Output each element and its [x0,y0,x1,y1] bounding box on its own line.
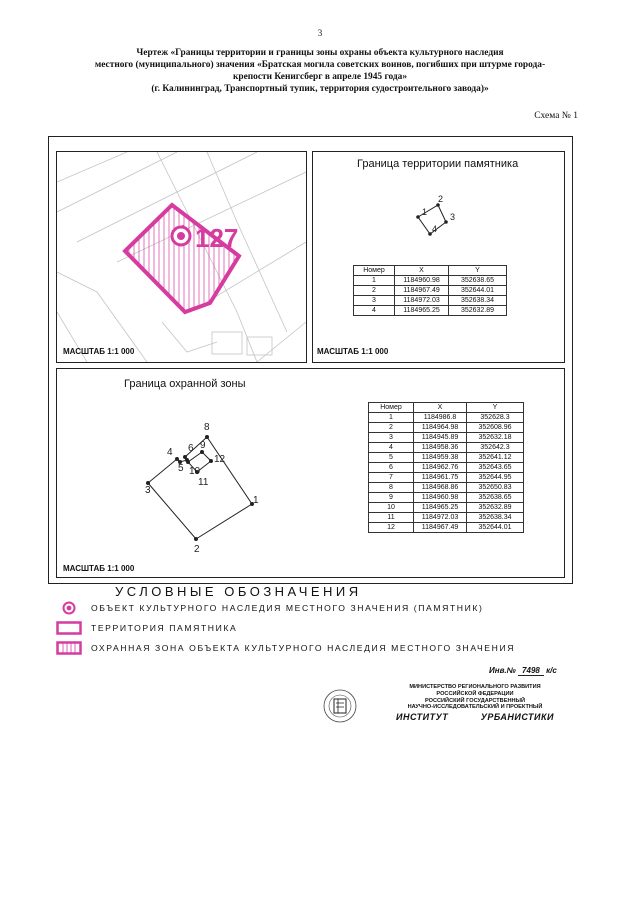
table-row [369,443,524,453]
cell: 1184967.49 [395,286,449,296]
table-row [369,523,524,533]
cell: 1184964.98 [414,423,467,433]
map-panel [56,151,307,363]
zone-legend-icon [56,641,82,655]
cell: 10 [369,503,414,513]
cell: 1184959.38 [414,453,467,463]
territory-panel [312,151,565,363]
cell: 3 [354,296,395,306]
cell: 3 [369,433,414,443]
title-line: крепости Кенигсберг в апреле 1945 года» [232,72,408,82]
table-row [369,493,524,503]
point-label: 4 [432,224,438,234]
cell: 5 [369,453,414,463]
territory-scale: МАСШТАБ 1:1 000 [317,347,389,356]
territory-title: Граница территории памятника [357,158,519,170]
point-label: 1 [253,495,259,506]
cell: 11 [369,513,414,523]
inventory-suffix: к/с [546,666,557,675]
table-row [369,413,524,423]
column-header: X [414,403,467,413]
cell: 352628.3 [467,413,524,423]
point-label: 12 [214,454,226,465]
cell: 1184967.49 [414,523,467,533]
cell: 1 [354,276,395,286]
institute-emblem-icon [312,686,368,726]
point-label: 6 [188,443,194,454]
cell: 2 [369,423,414,433]
point-label: 2 [438,194,444,204]
institute-line: РОССИЙСКИЙ ГОСУДАРСТВЕННЫЙ [424,697,526,704]
institute-line: МИНИСТЕРСТВО РЕГИОНАЛЬНОГО РАЗВИТИЯ [409,684,541,690]
table-row [354,296,507,306]
inventory-value: 7498 [518,666,544,676]
cell: 1184986.8 [414,413,467,423]
point-label: 8 [204,422,210,433]
point-label: 4 [167,447,173,458]
title-line: местного (муниципального) значения «Братская могила советских воинов, погибших при штурме города- [94,60,546,70]
legend-heading: УСЛОВНЫЕ ОБОЗНАЧЕНИЯ [115,584,362,599]
legend-label: ОХРАННАЯ ЗОНА ОБЪЕКТА КУЛЬТУРНОГО НАСЛЕДИЯ МЕСТНОГО ЗНАЧЕНИЯ [91,643,516,653]
zone-scale: МАСШТАБ 1:1 000 [63,564,135,573]
territory-legend-icon [56,621,82,635]
legend-label: ОБЪЕКТ КУЛЬТУРНОГО НАСЛЕДИЯ МЕСТНОГО ЗНАЧЕНИЯ (ПАМЯТНИК) [91,603,484,613]
cell: 2 [354,286,395,296]
table-row [369,453,524,463]
cell: 1184945.89 [414,433,467,443]
cell: 1184958.36 [414,443,467,453]
cell: 352643.65 [467,463,524,473]
page-number: 3 [317,28,323,38]
cell: 352641.12 [467,453,524,463]
table-row [354,286,507,296]
cell: 352638.34 [467,513,524,523]
document-title [30,47,610,95]
cell: 352644.01 [467,523,524,533]
institute-name [380,714,570,721]
cell: 352642.3 [467,443,524,453]
legend-label: ТЕРРИТОРИЯ ПАМЯТНИКА [91,623,238,633]
inventory-number [489,666,557,676]
cell: 352650.83 [467,483,524,493]
table-header-row [354,266,507,276]
zone-panel [56,368,565,578]
territory-coordinates-table [353,265,507,316]
cell: 7 [369,473,414,483]
cell: 8 [369,483,414,493]
cell: 1184972.03 [395,296,449,306]
cell: 6 [369,463,414,473]
institute-block [380,684,570,721]
point-label: 3 [145,485,151,496]
table-header-row [369,403,524,413]
point-label: 3 [450,212,456,222]
cell: 1184972.03 [414,513,467,523]
title-line: (г. Калининград, Транспортный тупик, территория судостроительного завода)» [151,84,489,94]
institute-name-left: ИНСТИТУТ [396,712,449,723]
cell: 1184968.86 [414,483,467,493]
zone-diagram [57,389,357,569]
cell: 1184962.76 [414,463,467,473]
cell: 352638.34 [449,296,507,306]
institute-name-right: УРБАНИСТИКИ [480,712,554,723]
monument-legend-icon [56,601,82,615]
table-row [369,473,524,483]
cell: 1184965.25 [395,306,449,316]
column-header: X [395,266,449,276]
cell: 1184965.25 [414,503,467,513]
table-row [354,306,507,316]
cell: 12 [369,523,414,533]
point-label: 10 [189,466,201,477]
title-line: Чертеж «Границы территории и границы зоны охраны объекта культурного наследия [136,48,504,58]
cell: 352608.96 [467,423,524,433]
cell: 4 [369,443,414,453]
table-row [369,463,524,473]
cell: 352644.95 [467,473,524,483]
cell: 1184960.98 [395,276,449,286]
point-label: 11 [198,477,209,488]
institute-line: НАУЧНО-ИССЛЕДОВАТЕЛЬСКИЙ И ПРОЕКТНЫЙ [407,704,543,711]
column-header: Номер [369,403,414,413]
inventory-prefix: Инв.№ [489,666,516,675]
cell: 352638.65 [467,493,524,503]
cell: 352644.01 [449,286,507,296]
zone-title: Граница охранной зоны [124,378,246,390]
cell: 9 [369,493,414,503]
table-row [369,433,524,443]
table-row [369,483,524,493]
column-header: Номер [354,266,395,276]
cell: 1 [369,413,414,423]
institute-line: РОССИЙСКОЙ ФЕДЕРАЦИИ [436,690,514,697]
zone-coordinates-table [368,402,524,533]
cell: 352632.18 [467,433,524,443]
column-header: Y [449,266,507,276]
cell: 4 [354,306,395,316]
table-row [369,513,524,523]
table-row [369,503,524,513]
cell: 352632.89 [467,503,524,513]
point-label: 2 [194,544,200,555]
point-label: 5 [178,463,184,474]
cell: 1184960.98 [414,493,467,503]
cell: 1184961.75 [414,473,467,483]
map-scale: МАСШТАБ 1:1 000 [63,347,135,356]
cell: 352638.65 [449,276,507,286]
point-label: 9 [200,440,206,451]
table-row [369,423,524,433]
cell: 352632.89 [449,306,507,316]
scheme-label: Схема № 1 [534,111,578,121]
object-number: 127 [195,223,239,253]
table-row [354,276,507,286]
point-label: 1 [422,207,428,217]
column-header: Y [467,403,524,413]
protection-zone-outline [125,205,239,312]
situation-map [57,152,306,362]
